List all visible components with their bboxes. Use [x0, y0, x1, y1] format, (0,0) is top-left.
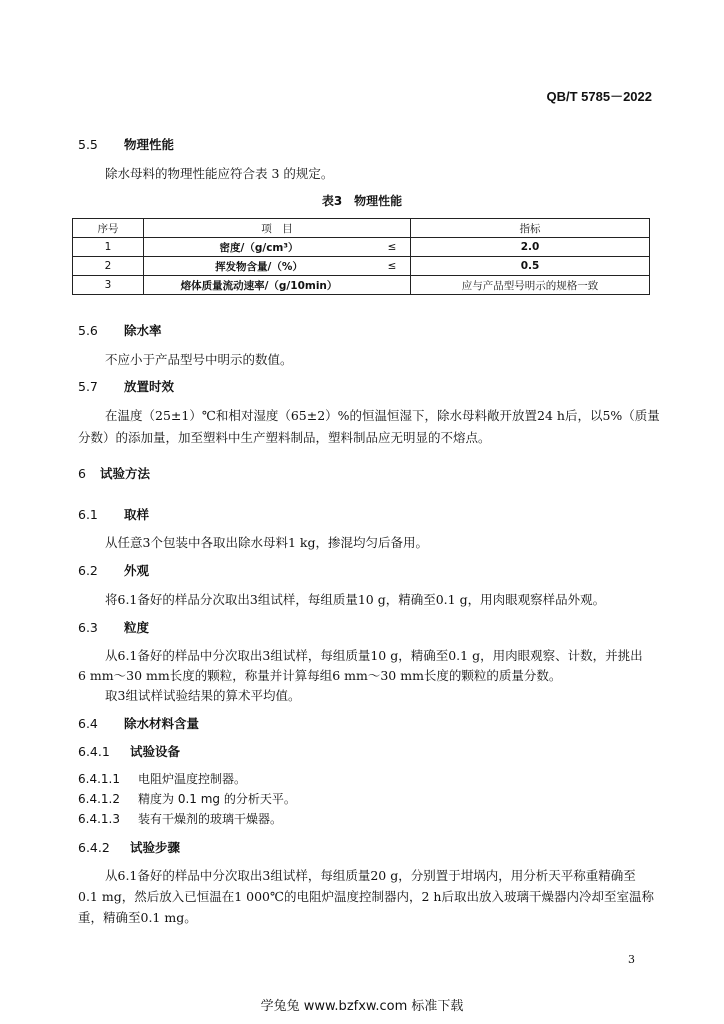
section-5-5-text: 除水母料的物理性能应符合表 3 的规定。 [105, 166, 334, 181]
table-3-caption: 表3 物理性能 [321, 194, 403, 208]
section-6-4-2-line-2: 0.1 mg，然后放入已恒温在1 000℃的电阻炉温度控制器内，2 h后取出放入玻璃干燥器内冷却至室温称 [78, 889, 654, 904]
table-row [73, 238, 650, 257]
section-6-3-heading: 6.3 粒度 [78, 620, 150, 635]
table-3 [72, 218, 650, 295]
list-item: 6.4.1.3 装有干燥剂的玻璃干燥器。 [78, 812, 283, 826]
row-value: 2.0 [411, 238, 650, 257]
section-5-7-heading: 5.7 放置时效 [78, 379, 175, 394]
table-row [73, 257, 650, 276]
row-no: 2 [73, 257, 144, 276]
watermark-footer: 学兔兔 www.bzfxw.com 标准下载 [260, 999, 464, 1014]
header-item: 项 目 [144, 219, 411, 238]
list-item: 6.4.1.2 精度为 0.1 mg 的分析天平。 [78, 792, 296, 806]
section-5-5-heading: 5.5 物理性能 [78, 137, 175, 152]
section-6-4-1-heading: 6.4.1 试验设备 [78, 744, 181, 759]
section-6-3-line-1: 从6.1备好的样品中分次取出3组试样，每组质量10 g，精确至0.1 g，用肉眼观察、计数，并挑出 [105, 648, 643, 663]
section-6-4-2-line-1: 从6.1备好的样品中分次取出3组试样，每组质量20 g，分别置于坩埚内，用分析天平称重精确至 [105, 868, 636, 883]
row-operator [374, 276, 411, 295]
list-item: 6.4.1.1 电阻炉温度控制器。 [78, 772, 247, 786]
section-6-4-2-heading: 6.4.2 试验步骤 [78, 840, 181, 855]
section-6-3-line-3: 取3组试样试验结果的算术平均值。 [105, 688, 301, 703]
section-6-1-heading: 6.1 取样 [78, 507, 150, 522]
section-6-1-text: 从任意3个包装中各取出除水母料1 kg，掺混均匀后备用。 [105, 535, 428, 550]
section-6-4-heading: 6.4 除水材料含量 [78, 716, 200, 731]
section-5-7-line-1: 在温度（25±1）℃和相对湿度（65±2）%的恒温恒湿下，除水母料敞开放置24 h后，以5%（质量 [105, 408, 660, 423]
row-no: 1 [73, 238, 144, 257]
row-item: 熔体质量流动速率/（g/10min） [144, 276, 375, 295]
section-5-7-line-2: 分数）的添加量，加至塑料中生产塑料制品，塑料制品应无明显的不熔点。 [78, 430, 491, 445]
section-6-2-heading: 6.2 外观 [78, 563, 150, 578]
row-item: 密度/（g/cm³） [144, 238, 375, 257]
header-no: 序号 [73, 219, 144, 238]
section-6-4-2-line-3: 重，精确至0.1 mg。 [78, 910, 197, 925]
row-operator: ≤ [374, 257, 411, 276]
row-no: 3 [73, 276, 144, 295]
section-6-3-line-2: 6 mm～30 mm长度的颗粒，称量并计算每组6 mm～30 mm长度的颗粒的质量分数。 [78, 668, 562, 683]
section-6-2-text: 将6.1备好的样品分次取出3组试样，每组质量10 g，精确至0.1 g，用肉眼观察样品外观。 [105, 592, 606, 607]
section-5-6-text: 不应小于产品型号中明示的数值。 [105, 352, 293, 367]
page-number: 3 [628, 953, 635, 966]
table-row [73, 276, 650, 295]
section-6-heading: 6 试验方法 [78, 466, 151, 481]
header-value: 指标 [411, 219, 650, 238]
table-header-row [73, 219, 650, 238]
standard-code: QB/T 5785－2022 [546, 89, 652, 104]
section-5-6-heading: 5.6 除水率 [78, 323, 162, 338]
row-item: 挥发物含量/（%） [144, 257, 375, 276]
row-value: 0.5 [411, 257, 650, 276]
row-operator: ≤ [374, 238, 411, 257]
row-value: 应与产品型号明示的规格一致 [411, 276, 650, 295]
